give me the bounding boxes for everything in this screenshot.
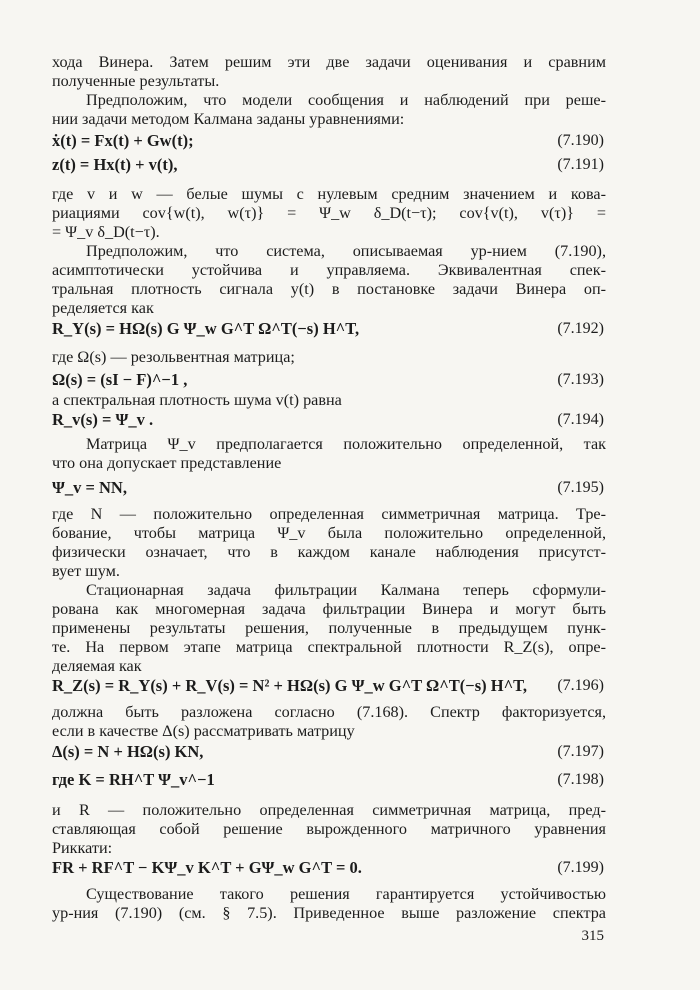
equation-number: (7.198) bbox=[557, 771, 604, 788]
text-line: Риккати: bbox=[52, 839, 113, 857]
equation-number: (7.192) bbox=[557, 320, 604, 337]
text-line: вует шум. bbox=[52, 562, 120, 580]
text-line: риациями cov{w(t), w(τ)} = Ψ_w δ_D(t−τ); cov{v(t), v(τ)} = bbox=[52, 204, 606, 222]
equation-number: (7.194) bbox=[557, 411, 604, 428]
equation-number: (7.199) bbox=[557, 859, 604, 876]
text-line: где v и w — белые шумы с нулевым средним значением и кова- bbox=[52, 185, 606, 203]
text-line: асимптотически устойчива и управляема. Эквивалентная спек- bbox=[52, 261, 606, 279]
text-line: те. На первом этапе матрица спектральной плотности R_Z(s), опре- bbox=[52, 638, 606, 656]
text-line: тральная плотность сигнала y(t) в постановке задачи Винера оп- bbox=[52, 280, 606, 298]
equation: R_Y(s) = HΩ(s) G Ψ_w G^T Ω^T(−s) H^T, bbox=[52, 319, 360, 338]
equation-number: (7.190) bbox=[557, 132, 604, 149]
text-line: а спектральная плотность шума v(t) равна bbox=[52, 391, 342, 409]
equation-number: (7.191) bbox=[557, 156, 604, 173]
text-line: хода Винера. Затем решим эти две задачи оценивания и сравним bbox=[52, 53, 606, 71]
text-line: деляемая как bbox=[52, 657, 142, 675]
equation: ẋ(t) = Fx(t) + Gw(t); bbox=[52, 131, 194, 150]
text-line: ставляющая собой решение вырожденного матричного уравнения bbox=[52, 820, 606, 838]
equation: R_Z(s) = R_Y(s) + R_V(s) = N² + HΩ(s) G Ψ_w G^T Ω^T(−s) H^T, bbox=[52, 676, 528, 695]
text-line: где Ω(s) — резольвентная матрица; bbox=[52, 348, 295, 366]
text-line: ур-ния (7.190) (см. § 7.5). Приведенное выше разложение спектра bbox=[52, 904, 606, 922]
equation: Ω(s) = (sI − F)^−1 , bbox=[52, 370, 188, 389]
text-line: рована как многомерная задача фильтрации Винера и могут быть bbox=[52, 600, 606, 618]
text-line: должна быть разложена согласно (7.168). Спектр факторизуется, bbox=[52, 703, 606, 721]
text-line: = Ψ_v δ_D(t−τ). bbox=[52, 223, 160, 241]
equation: где K = RH^T Ψ_v^−1 bbox=[52, 770, 215, 789]
text-line: применены результаты решения, полученные в предыдущем пунк- bbox=[52, 619, 606, 637]
text-line: что она допускает представление bbox=[52, 454, 282, 472]
equation: Ψ_v = NN, bbox=[52, 478, 127, 497]
equation: R_v(s) = Ψ_v . bbox=[52, 410, 154, 429]
page-number: 315 bbox=[581, 928, 604, 944]
equation-number: (7.196) bbox=[557, 677, 604, 694]
text-line: Матрица Ψ_v предполагается положительно определенной, так bbox=[86, 435, 606, 453]
text-line: нии задачи методом Калмана заданы уравнениями: bbox=[52, 110, 405, 128]
text-line: если в качестве Δ(s) рассматривать матрицу bbox=[52, 722, 355, 740]
equation-number: (7.195) bbox=[557, 479, 604, 496]
text-line: ределяется как bbox=[52, 299, 154, 317]
text-line: полученные результаты. bbox=[52, 72, 220, 90]
equation-number: (7.197) bbox=[557, 743, 604, 760]
equation: z(t) = Hx(t) + v(t), bbox=[52, 155, 178, 174]
text-line: Стационарная задача фильтрации Калмана теперь сформули- bbox=[86, 581, 606, 599]
text-line: бование, чтобы матрица Ψ_v была положительно определенной, bbox=[52, 524, 606, 542]
equation: Δ(s) = N + HΩ(s) KN, bbox=[52, 742, 204, 761]
text-line: и R — положительно определенная симметричная матрица, пред- bbox=[52, 801, 606, 819]
text-line: Существование такого решения гарантируется устойчивостью bbox=[86, 885, 606, 903]
text-line: физически означает, что в каждом канале наблюдения присутст- bbox=[52, 543, 606, 561]
equation: FR + RF^T − KΨ_v K^T + GΨ_w G^T = 0. bbox=[52, 858, 362, 877]
text-line: где N — положительно определенная симметричная матрица. Тре- bbox=[52, 505, 606, 523]
text-line: Предположим, что система, описываемая ур-нием (7.190), bbox=[86, 242, 606, 260]
text-line: Предположим, что модели сообщения и наблюдений при реше- bbox=[86, 91, 606, 109]
equation-number: (7.193) bbox=[557, 371, 604, 388]
